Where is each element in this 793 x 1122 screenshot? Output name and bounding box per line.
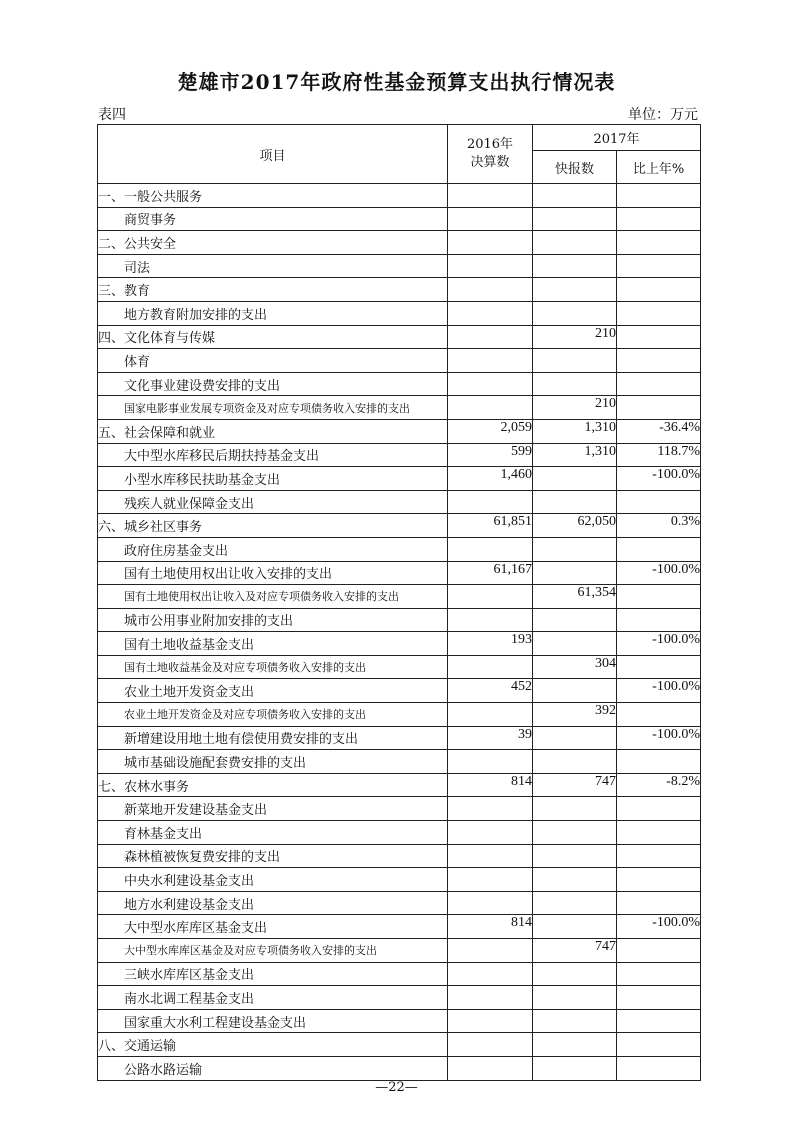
row-label: 残疾人就业保障金支出: [98, 490, 448, 514]
value-2016: [448, 372, 533, 396]
change-percent: [617, 821, 701, 845]
change-percent: [617, 325, 701, 349]
change-percent: [617, 1033, 701, 1057]
table-row: [98, 419, 701, 443]
value-2016: 61,851: [448, 514, 533, 538]
row-label: 新增建设用地土地有偿使用费安排的支出: [98, 726, 448, 750]
value-2017: [533, 679, 617, 703]
row-label: 商贸事务: [98, 207, 448, 231]
row-label: 城市基础设施配套费安排的支出: [98, 750, 448, 774]
row-label: 国家重大水利工程建设基金支出: [98, 1009, 448, 1033]
value-2016: [448, 797, 533, 821]
row-label: 国有土地使用权出让收入安排的支出: [98, 561, 448, 585]
value-2016: [448, 844, 533, 868]
change-percent: [617, 372, 701, 396]
row-label: 城市公用事业附加安排的支出: [98, 608, 448, 632]
change-percent: [617, 868, 701, 892]
change-percent: [617, 608, 701, 632]
table-row: [98, 1009, 701, 1033]
row-label: 二、公共安全: [98, 231, 448, 255]
table-row: [98, 537, 701, 561]
table-row: [98, 891, 701, 915]
page-number: —22—: [375, 1080, 418, 1095]
change-percent: [617, 750, 701, 774]
table-row: [98, 467, 701, 491]
expenditure-table: [97, 124, 701, 1081]
value-2017: [533, 254, 617, 278]
value-2016: [448, 231, 533, 255]
change-percent: [617, 939, 701, 963]
row-label: 国家电影事业发展专项资金及对应专项债务收入安排的支出: [98, 396, 448, 420]
table-row: [98, 443, 701, 467]
value-2017: 747: [533, 939, 617, 963]
table-row: [98, 278, 701, 302]
table-row: [98, 679, 701, 703]
row-label: 三峡水库库区基金支出: [98, 962, 448, 986]
row-label: 文化事业建设费安排的支出: [98, 372, 448, 396]
change-percent: -100.0%: [617, 726, 701, 750]
value-2017: 1,310: [533, 419, 617, 443]
value-2017: [533, 797, 617, 821]
value-2016: [448, 349, 533, 373]
value-2016: [448, 891, 533, 915]
value-2016: 193: [448, 632, 533, 656]
value-2017: [533, 915, 617, 939]
value-2016: [448, 301, 533, 325]
value-2016: [448, 585, 533, 609]
value-2016: [448, 703, 533, 727]
value-2016: [448, 490, 533, 514]
table-row: [98, 184, 701, 208]
value-2017: [533, 349, 617, 373]
value-2016: [448, 254, 533, 278]
header-2017: 2017年: [533, 125, 701, 151]
change-percent: [617, 1056, 701, 1080]
value-2017: [533, 184, 617, 208]
value-2016: [448, 655, 533, 679]
row-label: 八、交通运输: [98, 1033, 448, 1057]
row-label: 农业土地开发资金支出: [98, 679, 448, 703]
row-label: 司法: [98, 254, 448, 278]
change-percent: [617, 844, 701, 868]
value-2017: [533, 608, 617, 632]
change-percent: [617, 537, 701, 561]
row-label: 中央水利建设基金支出: [98, 868, 448, 892]
value-2016: [448, 821, 533, 845]
table-row: [98, 1033, 701, 1057]
value-2017: 62,050: [533, 514, 617, 538]
change-percent: [617, 703, 701, 727]
value-2017: 747: [533, 773, 617, 797]
row-label: 大中型水库库区基金及对应专项债务收入安排的支出: [98, 939, 448, 963]
value-2016: 1,460: [448, 467, 533, 491]
value-2017: [533, 207, 617, 231]
table-row: [98, 939, 701, 963]
table-row: [98, 396, 701, 420]
value-2016: 61,167: [448, 561, 533, 585]
value-2017: [533, 1056, 617, 1080]
table-row: [98, 726, 701, 750]
value-2017: [533, 986, 617, 1010]
unit-label: 单位：万元: [628, 107, 698, 123]
value-2016: [448, 184, 533, 208]
row-label: 六、城乡社区事务: [98, 514, 448, 538]
table-row: [98, 962, 701, 986]
value-2017: [533, 278, 617, 302]
value-2017: 1,310: [533, 443, 617, 467]
table-row: [98, 868, 701, 892]
table-row: [98, 254, 701, 278]
change-percent: [617, 254, 701, 278]
value-2016: 599: [448, 443, 533, 467]
table-row: [98, 301, 701, 325]
table-row: [98, 773, 701, 797]
table-number: 表四: [98, 107, 126, 123]
value-2017: [533, 1033, 617, 1057]
value-2016: [448, 750, 533, 774]
table-row: [98, 821, 701, 845]
value-2017: [533, 868, 617, 892]
row-label: 育林基金支出: [98, 821, 448, 845]
table-row: [98, 490, 701, 514]
change-percent: -100.0%: [617, 561, 701, 585]
value-2017: [533, 844, 617, 868]
row-label: 七、农林水事务: [98, 773, 448, 797]
value-2016: [448, 278, 533, 302]
row-label: 国有土地使用权出让收入及对应专项债务收入安排的支出: [98, 585, 448, 609]
row-label: 小型水库移民扶助基金支出: [98, 467, 448, 491]
value-2017: 210: [533, 396, 617, 420]
change-percent: [617, 184, 701, 208]
table-row: [98, 844, 701, 868]
table-row: [98, 561, 701, 585]
value-2016: [448, 207, 533, 231]
change-percent: [617, 231, 701, 255]
change-percent: 118.7%: [617, 443, 701, 467]
row-label: 森林植被恢复费安排的支出: [98, 844, 448, 868]
value-2016: [448, 608, 533, 632]
value-2017: [533, 301, 617, 325]
row-label: 大中型水库移民后期扶持基金支出: [98, 443, 448, 467]
table-row: [98, 349, 701, 373]
table-body: [98, 184, 701, 1081]
change-percent: [617, 207, 701, 231]
change-percent: [617, 278, 701, 302]
value-2017: [533, 372, 617, 396]
value-2016: 452: [448, 679, 533, 703]
value-2016: 39: [448, 726, 533, 750]
value-2017: [533, 561, 617, 585]
value-2017: [533, 632, 617, 656]
change-percent: [617, 986, 701, 1010]
table-row: [98, 915, 701, 939]
row-label: 地方教育附加安排的支出: [98, 301, 448, 325]
change-percent: [617, 490, 701, 514]
value-2017: [533, 726, 617, 750]
table-row: [98, 372, 701, 396]
change-percent: -100.0%: [617, 915, 701, 939]
table-row: [98, 750, 701, 774]
table-row: [98, 632, 701, 656]
table-row: [98, 325, 701, 349]
value-2017: 392: [533, 703, 617, 727]
row-label: 一、一般公共服务: [98, 184, 448, 208]
value-2016: [448, 1033, 533, 1057]
value-2016: [448, 962, 533, 986]
change-percent: [617, 585, 701, 609]
change-percent: [617, 655, 701, 679]
change-percent: 0.3%: [617, 514, 701, 538]
change-percent: [617, 349, 701, 373]
row-label: 国有土地收益基金支出: [98, 632, 448, 656]
value-2016: [448, 396, 533, 420]
table-row: [98, 1056, 701, 1080]
change-percent: -100.0%: [617, 679, 701, 703]
value-2017: [533, 490, 617, 514]
value-2016: [448, 868, 533, 892]
table-row: [98, 231, 701, 255]
change-percent: -100.0%: [617, 467, 701, 491]
value-2017: 304: [533, 655, 617, 679]
change-percent: -100.0%: [617, 632, 701, 656]
table-row: [98, 655, 701, 679]
row-label: 新菜地开发建设基金支出: [98, 797, 448, 821]
row-label: 农业土地开发资金及对应专项债务收入安排的支出: [98, 703, 448, 727]
value-2017: [533, 891, 617, 915]
value-2016: [448, 325, 533, 349]
value-2016: [448, 939, 533, 963]
row-label: 国有土地收益基金及对应专项债务收入安排的支出: [98, 655, 448, 679]
value-2017: [533, 467, 617, 491]
table-row: [98, 585, 701, 609]
change-percent: [617, 396, 701, 420]
table-row: [98, 703, 701, 727]
value-2016: 814: [448, 915, 533, 939]
change-percent: [617, 1009, 701, 1033]
value-2016: [448, 986, 533, 1010]
row-label: 五、社会保障和就业: [98, 419, 448, 443]
row-label: 南水北调工程基金支出: [98, 986, 448, 1010]
row-label: 大中型水库库区基金支出: [98, 915, 448, 939]
header-item: 项目: [98, 125, 448, 184]
change-percent: [617, 301, 701, 325]
table-row: [98, 207, 701, 231]
change-percent: [617, 797, 701, 821]
change-percent: [617, 891, 701, 915]
value-2017: [533, 821, 617, 845]
row-label: 政府住房基金支出: [98, 537, 448, 561]
change-percent: -36.4%: [617, 419, 701, 443]
value-2017: [533, 750, 617, 774]
value-2016: [448, 1056, 533, 1080]
header-quick: 快报数: [533, 151, 617, 184]
value-2017: [533, 1009, 617, 1033]
value-2017: [533, 537, 617, 561]
row-label: 三、教育: [98, 278, 448, 302]
value-2017: 210: [533, 325, 617, 349]
table-row: [98, 514, 701, 538]
value-2017: [533, 231, 617, 255]
value-2016: 814: [448, 773, 533, 797]
row-label: 公路水路运输: [98, 1056, 448, 1080]
change-percent: -8.2%: [617, 773, 701, 797]
value-2017: [533, 962, 617, 986]
table-row: [98, 608, 701, 632]
value-2016: 2,059: [448, 419, 533, 443]
value-2016: [448, 537, 533, 561]
change-percent: [617, 962, 701, 986]
value-2017: 61,354: [533, 585, 617, 609]
table-row: [98, 797, 701, 821]
value-2016: [448, 1009, 533, 1033]
header-2016: 2016年 决算数: [448, 125, 533, 184]
page-title: 楚雄市2017年政府性基金预算支出执行情况表: [177, 70, 616, 94]
header-ratio: 比上年%: [617, 151, 701, 184]
row-label: 四、文化体育与传媒: [98, 325, 448, 349]
row-label: 体育: [98, 349, 448, 373]
row-label: 地方水利建设基金支出: [98, 891, 448, 915]
table-row: [98, 986, 701, 1010]
